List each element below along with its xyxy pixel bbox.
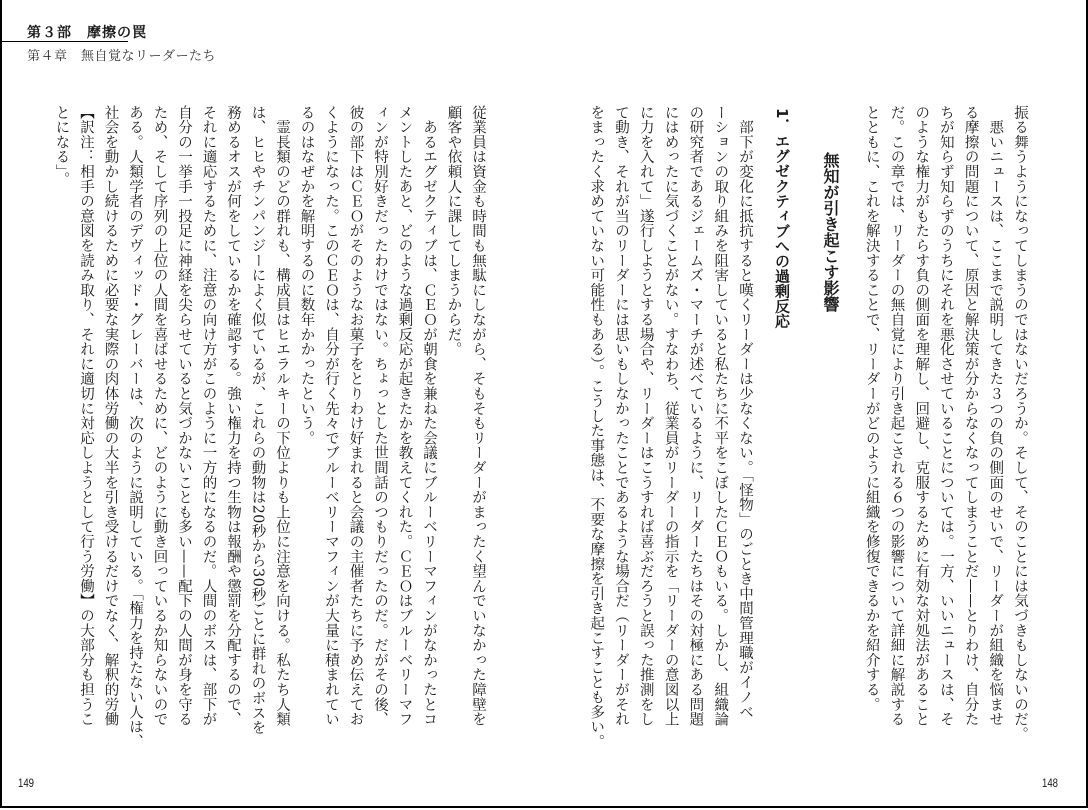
text-line: ため、そして序列の上位の人間を喜ばせるために、どのように動き回っているか知らないので (151, 105, 168, 727)
text-line: 社会を動かし続けるために必要な実際の肉体労働の大半を引き受けるだけでなく、解釈的労働 (102, 105, 119, 727)
text-line: ある。人類学者のデヴィッド・グレーバーは、次のように説明している。「権力を持たない人は、 (127, 105, 143, 749)
text-line: て動き、それが当のリーダーには思いもしなかったことであるような場合だ（リーダーがそれ (613, 105, 629, 727)
page-number-right: 148 (1042, 776, 1059, 790)
text-line: にはめったに気づくことがない。すなわち、従業員がリーダーの指示を「リーダーの意図以上 (662, 105, 679, 727)
text-line: るのはなぜかを解明するのに数年かかったという。 (298, 105, 315, 446)
text-line: ちが知らず知らずのうちにそれを悪化させていることについては。一方、いいニュースは、そ (937, 105, 954, 727)
text-line: ィンが特別好きだったわけではない。ちょっとした世間話のつもりだったのだ。だがその後、 (372, 105, 388, 727)
text-line: あるエグゼクティブは、ＣＥＯが朝食を兼ねた会議にブルーベリーマフィンがなかったとコ (421, 105, 437, 727)
text-line: 顧客や依頼人に課してしまうからだ。 (445, 105, 462, 357)
text-line: 【訳注：相手の意図を読み取り、それに適切に対応しようとして行う労働】の大部分も担うこ (78, 105, 94, 727)
text-line: ーションの取り組みを阻害していると私たちに不平をこぼしたＣＥＯもいる。しかし、組織論 (712, 105, 729, 727)
text-line: 従業員は資金も時間も無駄にしながら、そもそもリーダーがまったく望んでいなかった障壁を (470, 105, 486, 727)
text-line: に力を入れて」遂行しようとする場合や、リーダーはこうすれば喜ぶだろうと誤った推測をし (637, 105, 654, 727)
subsection-title: 1．エグゼクティブへの過剰反応 (773, 108, 791, 329)
text-line: 悪いニュースは、ここまで説明してきた３つの負の側面のせいで、リーダーが組織を悩ませ (987, 105, 1004, 727)
page-number-left: 149 (18, 776, 35, 790)
text-line: 自分の一挙手一投足に神経を尖らせていると気づかないことも多い——配下の人間が身を守る (176, 105, 192, 727)
text-line: 部下が変化に抵抗すると嘆くリーダーは少なくない。「怪物」のごとき中間管理職がイノベ (737, 105, 753, 720)
text-line: とになる」。 (53, 105, 70, 187)
text-line: 振る舞うようになってしまうのではないだろうか。そして、そのことには気づきもしないのだ。 (1012, 105, 1028, 742)
text-line: をまったく求めていない可能性もある）。こうした事態は、不要な摩擦を引き起こすことも多い。 (588, 105, 605, 749)
text-line: 霊長類のどの群れも、構成員はヒエラルキーの下位よりも上位に注意を向ける。私たち人類 (274, 105, 290, 727)
text-line: それに適応するために、注意の向け方がこのように一方的になるのだ。人間のボスは、部下が (200, 105, 217, 727)
text-line: の研究者であるジェームズ・マーチが述べているように、リーダーたちはその対極にある問題 (687, 105, 704, 727)
text-line: は、ヒヒやチンパンジーによく似ているが、これらの動物は20秒から30秒ごとに群れのボスを (249, 105, 266, 736)
text-line: だ。この章では、リーダーの無自覚により引き起こされる６つの影響について詳細に解説する (888, 105, 905, 727)
header-rule (0, 41, 128, 42)
section-title: 無知が引き起こす影響 (821, 152, 840, 312)
text-line: る摩擦の問題について、原因と解決策が分からなくなってしまうことだ——とりわけ、自分た (962, 105, 979, 727)
text-line: 彼の部下はＣＥＯがそのようなお菓子をとりわけ好まれると会議の主催者たちに予め伝えてお (347, 105, 364, 727)
text-line: 務めるオスが何をしているかを確認する。強い権力を持つ生物は報酬や懲罰を分配するので、 (225, 105, 241, 727)
running-head-chapter: 第４章 無自覚なリーダーたち (27, 49, 217, 64)
text-line: メントしたあと、どのような過剰反応が起きたかを教えてくれた。ＣＥＯはブルーベリーマフ (396, 105, 413, 727)
text-line: くようになった。このＣＥＯは、自分が行く先々でブルーベリーマフィンが大量に積まれてい (323, 105, 339, 727)
text-line: のような権力がもたらす負の側面を理解し、回避し、克服するために有効な対処法があること (913, 105, 930, 727)
text-line: とともに、これを解決することで、リーダーがどのように組織を修復できるかを紹介する。 (863, 105, 880, 712)
running-head-part: 第３部 摩擦の罠 (27, 25, 147, 41)
